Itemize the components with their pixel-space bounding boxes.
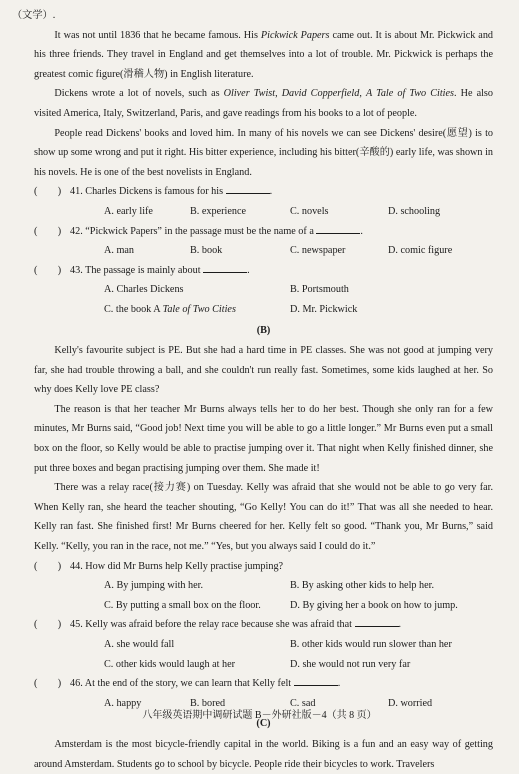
answer-option [190, 241, 290, 261]
text-run: Amsterdam is the most bicycle-friendly capital in the world. Biking is a fun and an easy way of getting around Amsterdam. Students go to school by bicycle. People ride their bicycles to work. Travelers [34, 738, 493, 770]
text-run: A. early life [104, 205, 153, 217]
question-group-a [34, 182, 493, 319]
answer-option [104, 596, 290, 616]
answer-blank-parentheses[interactable]: ( ) [34, 560, 62, 572]
text-run: B. other kids would run slower than her [290, 639, 452, 650]
question-46 [34, 674, 493, 694]
text-run: C. other kids would laugh at her [104, 658, 235, 670]
answer-options [104, 202, 493, 222]
question-punctuation: . [360, 225, 363, 237]
answer-option [190, 202, 290, 222]
answer-options [104, 241, 493, 261]
text-run: A. happy [104, 697, 142, 709]
text-run: B. book [190, 245, 223, 257]
italic-title-text: Tale of Two Cities [162, 303, 236, 315]
text-run: C. newspaper [290, 245, 346, 257]
text-run: D. schooling [388, 205, 441, 217]
text-run: The reason is that her teacher Mr Burns always tells her to do her best. Though she only ran for a few minutes, Mr Burns said, “Good job! Next time you will be able to go a little longer.” Mr Burns even put a small box on the floor, so Kelly would be able to practise jumping over it. That night when Kelly finished dinner, she put three boxes and began practising jumping over them. She made it! [34, 403, 493, 474]
text-run: D. Mr. Pickwick [290, 303, 358, 315]
text-run: C. By putting a small box on the floor. [104, 599, 261, 611]
question-45 [34, 615, 493, 635]
fill-in-blank-line [355, 615, 399, 627]
answer-blank-parentheses[interactable]: ( ) [34, 264, 62, 276]
question-text: Charles Dickens is famous for his [82, 186, 224, 198]
text-run: D. worried [388, 697, 433, 709]
question-punctuation: . [247, 264, 250, 276]
passage-a-paragraph-2 [34, 84, 493, 123]
text-run: , [359, 88, 366, 100]
text-run: D. she would not run very far [290, 658, 411, 670]
text-run: D. By giving her a book on how to jump. [290, 599, 458, 611]
text-run: . He also visited America, Italy, Switzerland, Paris, and gave readings from his books to a lot of people. [34, 88, 493, 119]
answer-option [104, 202, 190, 222]
answer-option [104, 300, 290, 320]
answer-option [290, 280, 493, 300]
answer-options [104, 280, 493, 319]
text-run: C. novels [290, 205, 329, 217]
italic-title-text: Oliver Twist [223, 88, 276, 100]
fill-in-blank-line [226, 182, 270, 194]
question-number: 43. [70, 264, 83, 276]
text-run: People read Dickens' books and loved him. In many of his novels we can see Dickens' desire(愿望) is to show up some wrong and put it right. His bitter experience, including his bitter(辛酸的) early life, was shown in his novels. He is one of the best novelists in England. [34, 127, 493, 178]
answer-option [104, 635, 290, 655]
answer-option [104, 576, 290, 596]
italic-title-text: David Copperfield [281, 88, 360, 100]
answer-option [290, 241, 388, 261]
question-41 [34, 182, 493, 202]
text-run: , [275, 88, 282, 100]
question-punctuation: . [398, 619, 402, 631]
question-punctuation: . [337, 678, 341, 690]
section-b-heading: (B) [256, 324, 271, 336]
answer-option [290, 300, 493, 320]
text-run: B. By asking other kids to help her. [290, 580, 435, 592]
answer-options [104, 576, 493, 615]
question-stem [70, 674, 340, 694]
text-run: C. sad [290, 697, 316, 709]
question-42 [34, 222, 493, 242]
text-run: Kelly's favourite subject is PE. But she had a hard time in PE classes. She was not good at jumping very far, she had trouble throwing a ball, and she couldn't run really fast. Sometimes, some kids laughed at her. So why does Kelly love PE class? [34, 345, 493, 396]
italic-title-text: Pickwick Papers [260, 29, 330, 41]
answer-option [388, 241, 493, 261]
question-text: How did Mr Burns help Kelly practise jumping? [82, 560, 284, 572]
question-number: 44. [70, 560, 83, 572]
answer-option [290, 596, 493, 616]
passage-b-paragraph-1 [34, 341, 493, 400]
passage-a-paragraph-1 [34, 26, 493, 85]
question-stem [70, 261, 250, 281]
answer-blank-parentheses[interactable]: ( ) [34, 225, 62, 237]
answer-option [104, 241, 190, 261]
question-text: “Pickwick Papers” in the passage must be the name of a [82, 225, 314, 237]
section-c-heading: (C) [256, 718, 271, 730]
italic-title-text: A Tale of Two Cities [365, 88, 454, 100]
question-43 [34, 261, 493, 281]
text-run: C. the book A [104, 303, 163, 315]
answer-option [290, 635, 493, 655]
passage-b-paragraph-2 [34, 400, 493, 478]
question-number: 45. [70, 619, 83, 631]
answer-option [290, 655, 493, 675]
answer-blank-parentheses[interactable]: ( ) [34, 619, 62, 631]
answer-option [290, 576, 493, 596]
answer-blank-parentheses[interactable]: ( ) [34, 678, 62, 690]
text-run: It was not until 1836 that he became famous. His [54, 29, 261, 41]
question-number: 41. [70, 186, 83, 198]
text-run: A. she would fall [104, 639, 175, 650]
question-stem [70, 182, 272, 202]
text-run: A. Charles Dickens [104, 284, 184, 296]
text-run: There was a relay race(接力赛) on Tuesday. Kelly was afraid that she would not be able to go very far. When Kelly ran, she heard the teacher shouting, “Go Kelly! You can do it!” That was all she needed to hear. Kelly ran fast. She finished first! Mr Burns cheered for her. Kelly felt so good. “Thank you, Mr Burns,” said Kelly. “Kelly, you ran in the race, not me.” “Yes, but you always said I could do it.” [34, 482, 493, 553]
question-stem [70, 615, 401, 635]
answer-option [388, 202, 493, 222]
answer-option [290, 202, 388, 222]
text-run: B. experience [190, 205, 247, 217]
text-run: Dickens wrote a lot of novels, such as [54, 88, 224, 100]
text-run: D. comic figure [388, 245, 453, 257]
fill-in-blank-line [294, 674, 338, 686]
question-44 [34, 557, 493, 577]
question-text: At the end of the story, we can learn that Kelly felt [82, 678, 292, 690]
text-run: B. bored [190, 697, 226, 709]
question-punctuation: . [269, 186, 273, 198]
question-number: 46. [70, 678, 83, 690]
text-run: came out. It is about Mr. Pickwick and his three friends. They travel in England and get themselves into a lot of trouble. Mr. Pickwick is perhaps the greatest comic figure(滑稽人物) in English literature. [34, 29, 494, 80]
section-label-literature: （文学）. [12, 10, 56, 21]
question-group-b [34, 557, 493, 714]
question-stem [70, 557, 283, 577]
answer-option [104, 655, 290, 675]
passage-a-paragraph-3 [34, 124, 493, 183]
text-run: A. man [104, 245, 134, 257]
text-run: B. Portsmouth [290, 284, 349, 296]
answer-option [104, 280, 290, 300]
fill-in-blank-line [316, 222, 360, 234]
question-text: The passage is mainly about [82, 264, 201, 276]
passage-c-paragraph-1 [34, 735, 493, 774]
passage-b-paragraph-3 [34, 478, 493, 556]
page-footer: 八年级英语期中调研试题 B－外研社版－4（共 8 页） [142, 710, 377, 721]
fill-in-blank-line [203, 261, 247, 273]
text-run: A. By jumping with her. [104, 580, 204, 592]
question-text: Kelly was afraid before the relay race because she was afraid that [82, 619, 352, 631]
answer-options [104, 635, 493, 674]
answer-blank-parentheses[interactable]: ( ) [34, 186, 62, 198]
question-stem [70, 222, 363, 242]
question-number: 42. [70, 225, 83, 237]
